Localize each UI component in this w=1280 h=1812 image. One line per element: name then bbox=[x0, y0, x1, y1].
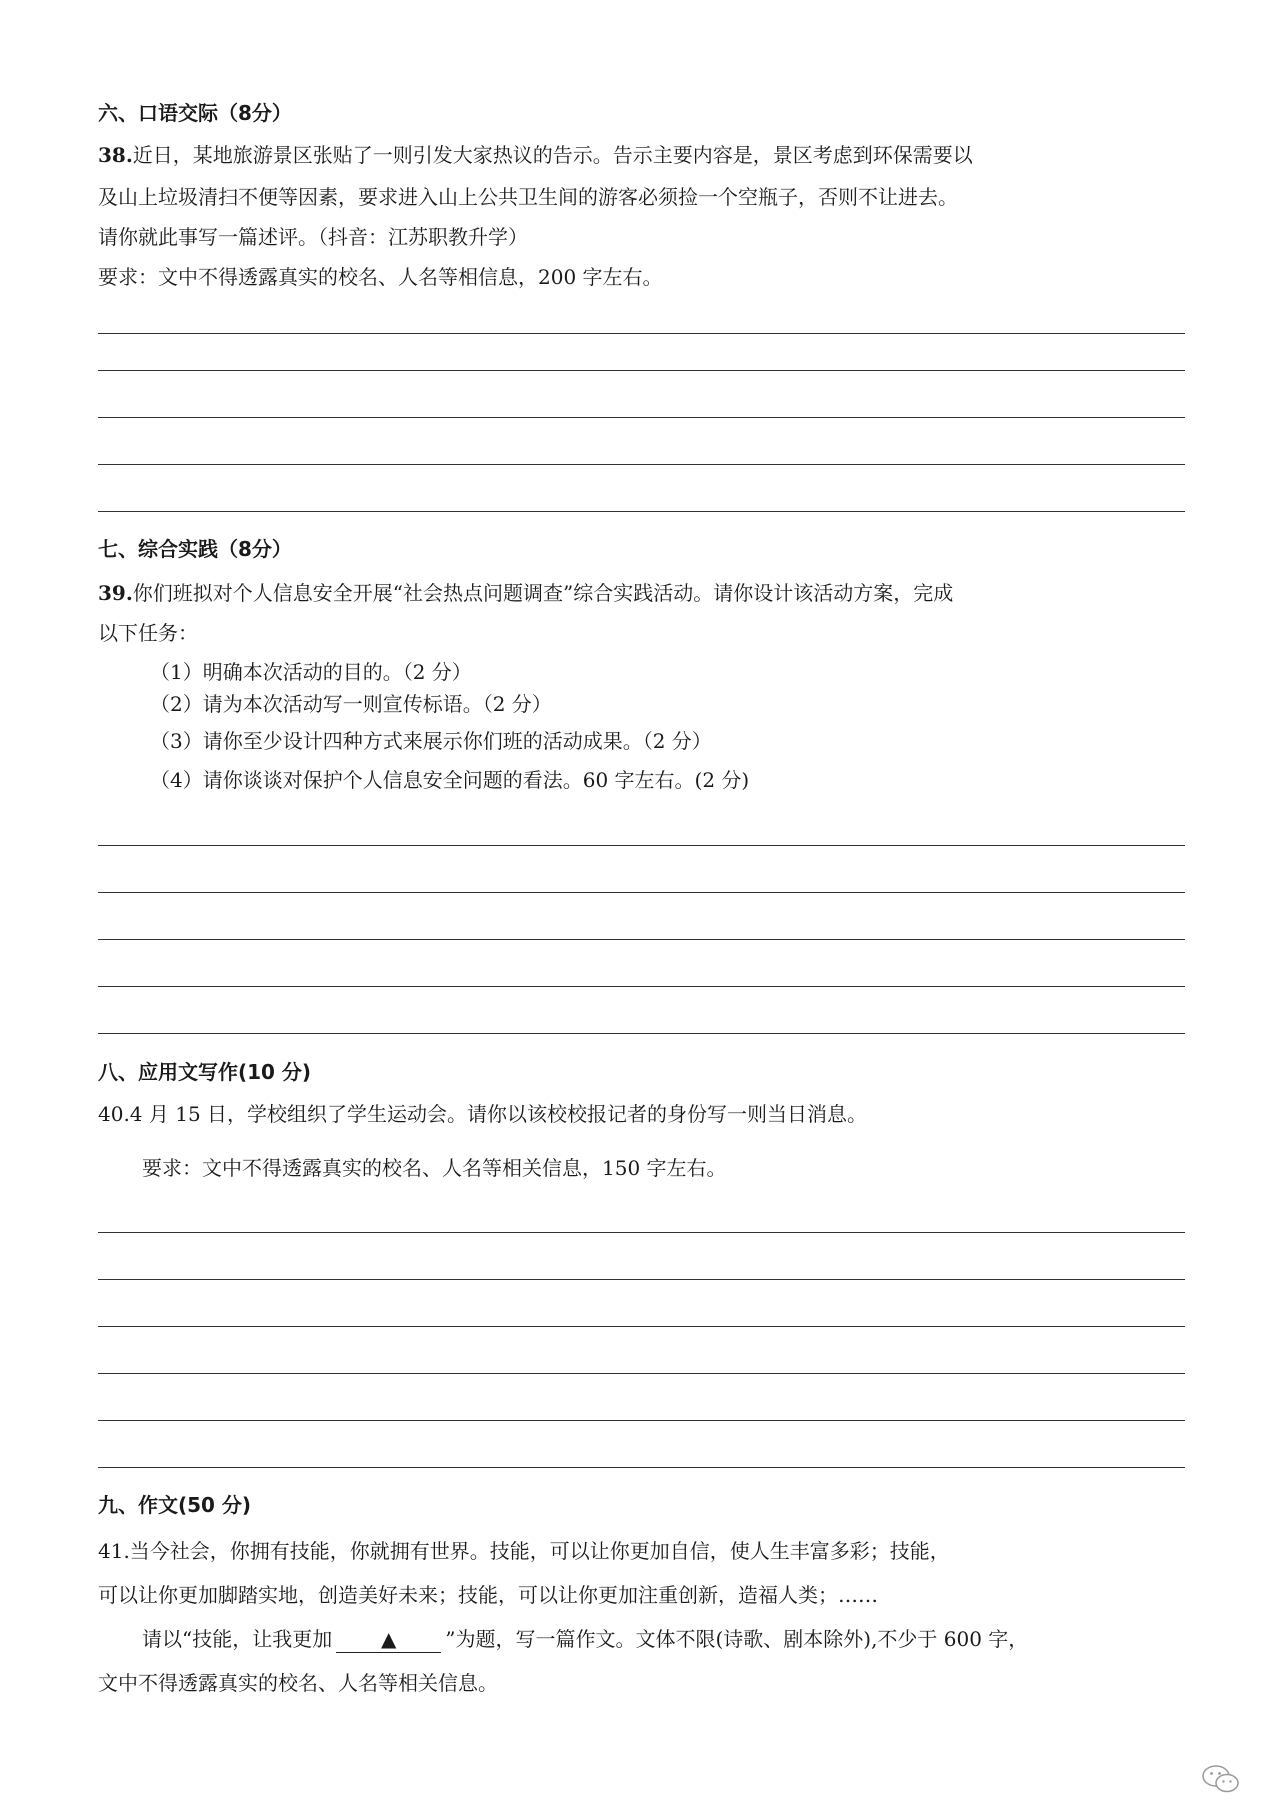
wechat-logo-icon bbox=[1200, 1762, 1242, 1796]
answer-line bbox=[98, 986, 1185, 987]
q39-line1 bbox=[98, 578, 953, 608]
q41-prompt-post: ”为题，写一篇作文。文体不限(诗歌、剧本除外),不少于 600 字， bbox=[445, 1627, 1029, 1651]
answer-line bbox=[98, 417, 1185, 418]
q40-requirement: 要求：文中不得透露真实的校名、人名等相关信息，150 字左右。 bbox=[142, 1156, 727, 1180]
q41-line1: 41.当今社会，你拥有技能，你就拥有世界。技能，可以让你更加自信，使人生丰富多彩；技能， bbox=[98, 1539, 950, 1563]
q41-title-blank: ▲ bbox=[336, 1626, 441, 1653]
q39-text1: 你们班拟对个人信息安全开展“社会热点问题调查”综合实践活动。请你设计该活动方案，完成 bbox=[132, 581, 954, 605]
answer-line bbox=[98, 511, 1185, 512]
section-7-heading: 七、综合实践（8分） bbox=[98, 537, 292, 561]
q41-prompt-pre: 请以“技能，让我更加 bbox=[142, 1627, 333, 1651]
answer-line bbox=[98, 1326, 1185, 1327]
q39-task-1: （1）明确本次活动的目的。（2 分） bbox=[150, 660, 472, 684]
q39-task-4: （4）请你谈谈对保护个人信息安全问题的看法。60 字左右。(2 分) bbox=[150, 768, 750, 792]
q39-number: 39. bbox=[98, 581, 133, 605]
q38-line3: 请你就此事写一篇述评。（抖音：江苏职教升学） bbox=[98, 225, 528, 249]
section-6-heading: 六、口语交际（8分） bbox=[98, 101, 292, 125]
answer-line bbox=[98, 845, 1185, 846]
section-9-heading: 九、作文(50 分) bbox=[98, 1493, 252, 1517]
q40-line1: 40.4 月 15 日，学校组织了学生运动会。请你以该校校报记者的身份写一则当日消息。 bbox=[98, 1102, 868, 1126]
q41-line4: 文中不得透露真实的校名、人名等相关信息。 bbox=[98, 1671, 498, 1695]
answer-line bbox=[98, 464, 1185, 465]
answer-line bbox=[98, 1373, 1185, 1374]
answer-line bbox=[98, 333, 1185, 334]
answer-line bbox=[98, 1232, 1185, 1233]
q38-number: 38. bbox=[98, 143, 133, 167]
q41-line3 bbox=[142, 1624, 1028, 1654]
q39-task-3: （3）请你至少设计四种方式来展示你们班的活动成果。（2 分） bbox=[150, 729, 712, 753]
q38-text1: 近日，某地旅游景区张贴了一则引发大家热议的告示。告示主要内容是，景区考虑到环保需要以 bbox=[132, 143, 973, 167]
answer-line bbox=[98, 1279, 1185, 1280]
q41-line2: 可以让你更加脚踏实地，创造美好未来；技能，可以让你更加注重创新，造福人类；…… bbox=[98, 1583, 878, 1607]
answer-line bbox=[98, 370, 1185, 371]
answer-line bbox=[98, 892, 1185, 893]
q38-line2: 及山上垃圾清扫不便等因素，要求进入山上公共卫生间的游客必须捡一个空瓶子，否则不让进去。 bbox=[98, 185, 958, 209]
q39-task-2: （2）请为本次活动写一则宣传标语。（2 分） bbox=[150, 692, 552, 716]
answer-line bbox=[98, 1467, 1185, 1468]
q38-requirement: 要求：文中不得透露真实的校名、人名等相信息，200 字左右。 bbox=[98, 265, 663, 289]
q38-line1 bbox=[98, 140, 973, 170]
answer-line bbox=[98, 939, 1185, 940]
q39-line2: 以下任务： bbox=[98, 621, 198, 645]
answer-line bbox=[98, 1420, 1185, 1421]
answer-line bbox=[98, 1033, 1185, 1034]
section-8-heading: 八、应用文写作(10 分) bbox=[98, 1060, 312, 1084]
